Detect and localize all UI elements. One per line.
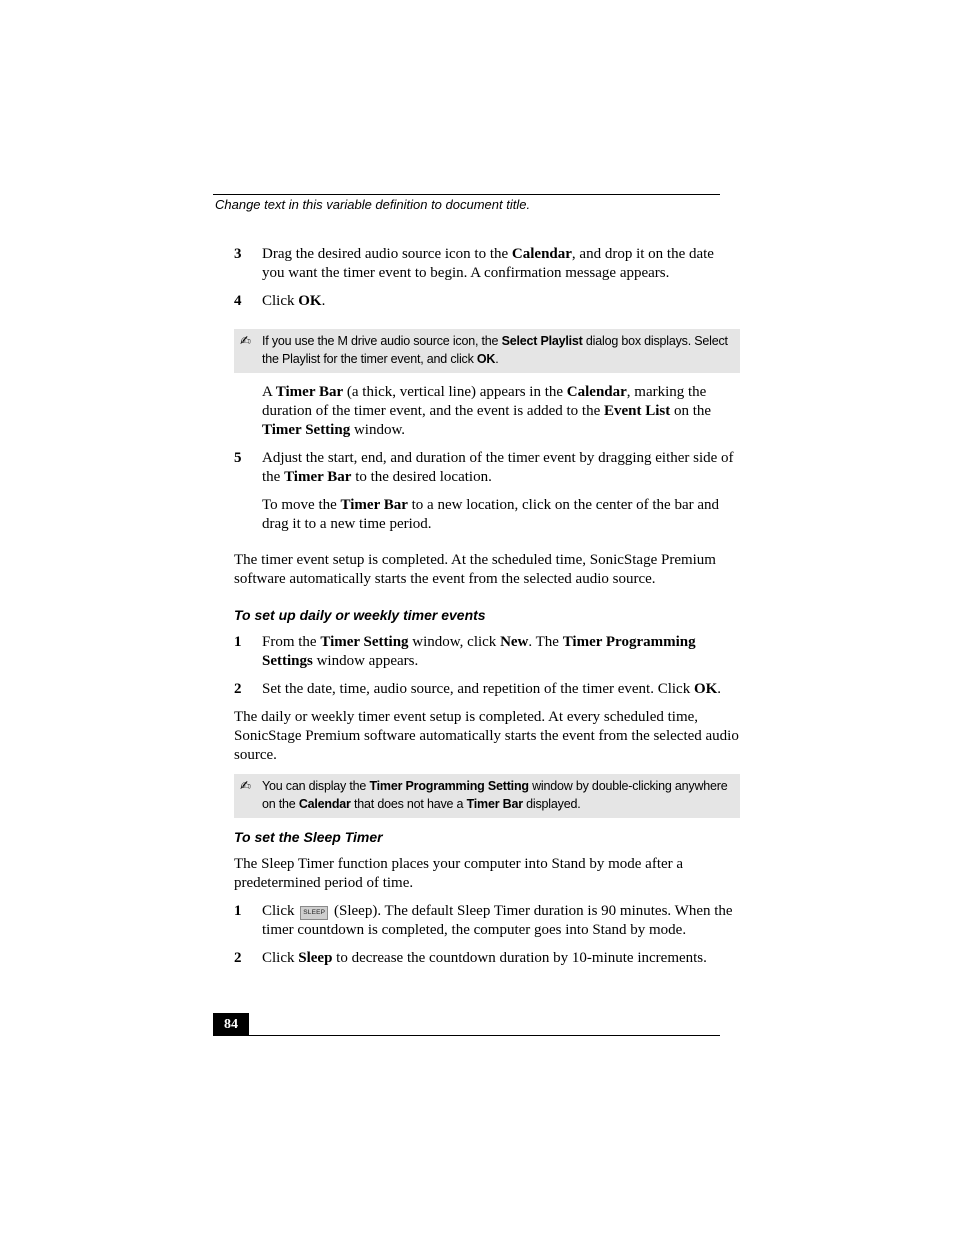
note-box: ✍ If you use the M drive audio source icon, the Select Playlist dialog box displays. Select the Playlist for the timer event, and click OK. — [234, 329, 740, 373]
step-text: Adjust the start, end, and duration of the timer event by dragging either side of the Timer Bar to the desired location. — [262, 450, 734, 485]
section-heading-daily-weekly: To set up daily or weekly timer events — [234, 607, 486, 623]
step-3 — [234, 245, 740, 283]
step-text: From the Timer Setting window, click New. The Timer Programming Settings window appears. — [262, 634, 696, 669]
step-text: Set the date, time, audio source, and repetition of the timer event. Click OK. — [262, 681, 722, 697]
sleep-intro-paragraph: The Sleep Timer function places your computer into Stand by mode after a predetermined period of time. — [234, 856, 684, 891]
step-number: 2 — [234, 681, 242, 697]
step-text: Click OK. — [262, 293, 326, 309]
step-number: 2 — [234, 950, 242, 966]
step-5 — [234, 449, 740, 487]
step-text: Click Sleep to decrease the countdown duration by 10-minute increments. — [262, 950, 707, 966]
step-text: Click SLEEP (Sleep). The default Sleep Timer duration is 90 minutes. When the timer countdown is completed, the computer goes into Stand by mode. — [262, 903, 733, 938]
move-paragraph: To move the Timer Bar to a new location, click on the center of the bar and drag it to a new time period. — [262, 497, 720, 532]
page-number: 84 — [213, 1013, 249, 1036]
section1-step-2 — [234, 680, 740, 699]
completed-paragraph: The timer event setup is completed. At the scheduled time, SonicStage Premium software automatically starts the event from the selected audio source. — [234, 552, 716, 587]
page-content — [234, 245, 740, 968]
footer-rule — [213, 1035, 720, 1036]
section2-step-1 — [234, 902, 740, 940]
header-rule — [213, 194, 720, 195]
step-number: 1 — [234, 903, 242, 919]
section-heading-sleep-timer: To set the Sleep Timer — [234, 829, 383, 845]
sleep-button-icon: SLEEP — [300, 906, 328, 920]
section2-step-2 — [234, 949, 740, 968]
pencil-note-icon: ✍ — [240, 333, 251, 348]
step-text: Drag the desired audio source icon to the Calendar, and drop it on the date you want the timer event to begin. A confirmation message appears. — [262, 246, 714, 281]
daily-weekly-paragraph: The daily or weekly timer event setup is completed. At every scheduled time, SonicStage Premium software automatically starts the event from the selected audio source. — [234, 709, 739, 763]
pencil-note-icon: ✍ — [240, 778, 251, 793]
step-number: 4 — [234, 293, 242, 309]
step-number: 1 — [234, 634, 242, 650]
step-4 — [234, 292, 740, 311]
section1-step-1 — [234, 633, 740, 671]
running-header: Change text in this variable definition to document title. — [215, 197, 531, 212]
note-box: ✍ You can display the Timer Programming Setting window by double-clicking anywhere on the Calendar that does not have a Timer Bar displayed. — [234, 774, 740, 818]
step-number: 3 — [234, 246, 242, 262]
timer-bar-paragraph: A Timer Bar (a thick, vertical line) appears in the Calendar, marking the duration of the timer event, and the event is added to the Event List on the Timer Setting window. — [262, 384, 712, 438]
step-number: 5 — [234, 450, 242, 466]
